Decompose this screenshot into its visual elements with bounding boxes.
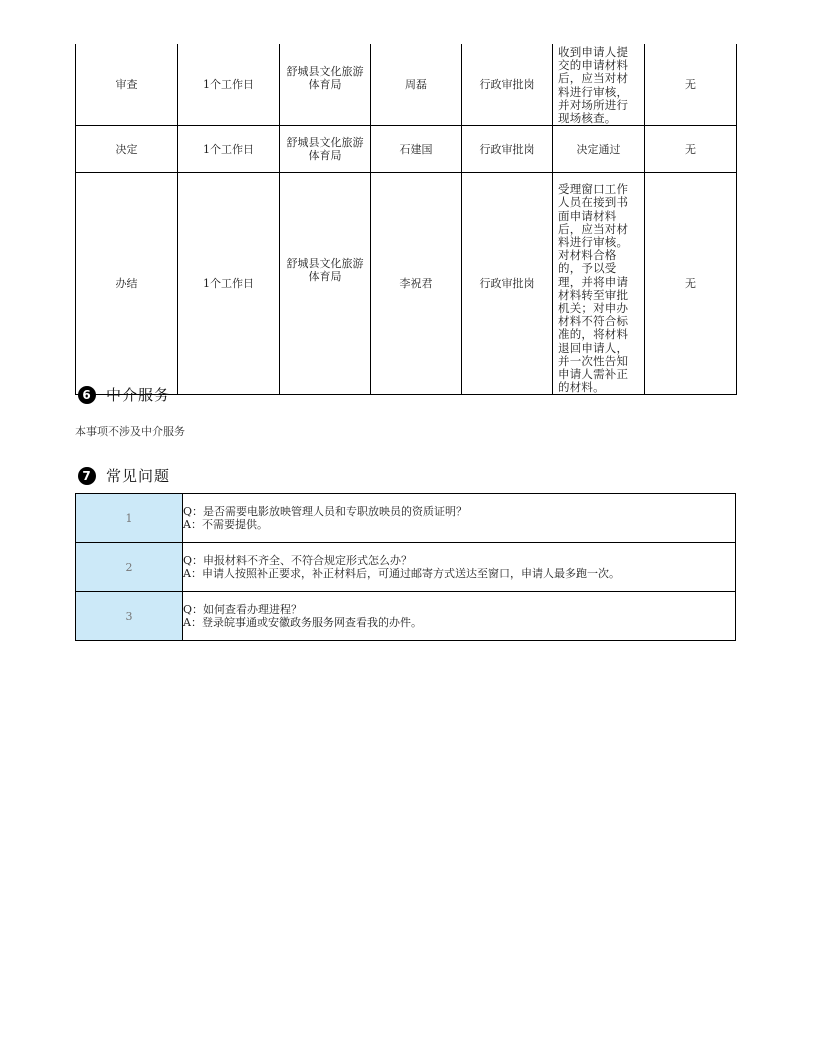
faq-index: 1 (76, 494, 183, 543)
faq-question: Q：申报材料不齐全、不符合规定形式怎么办？ (183, 554, 413, 567)
intermediary-note: 本事项不涉及中介服务 (75, 425, 185, 438)
step-cell: 审查 (76, 44, 178, 126)
desc-cell: 收到申请人提交的申请材料后，应当对材料进行审核，并对场所进行现场核查。 (553, 44, 645, 126)
dept-cell: 舒城县文化旅游体育局 (280, 126, 371, 173)
section-intermediary-title (78, 384, 170, 405)
person-cell: 李祝君 (371, 173, 462, 395)
dept-cell: 舒城县文化旅游体育局 (280, 44, 371, 126)
process-row (76, 126, 737, 173)
step-cell: 决定 (76, 126, 178, 173)
faq-table (75, 493, 736, 641)
fee-cell: 无 (645, 126, 737, 173)
desc-cell: 受理窗口工作人员在接到书面申请材料后，应当对材料进行审核。对材料合格的，予以受理，并将申请材料转至审批机关；对申办材料不符合标准的，将材料退回申请人，并一次性告知申请人需补正的材料。 (553, 173, 645, 395)
step-cell: 办结 (76, 173, 178, 395)
time-cell: 1个工作日 (178, 44, 280, 126)
post-cell: 行政审批岗 (462, 173, 553, 395)
faq-index: 3 (76, 592, 183, 641)
post-cell: 行政审批岗 (462, 126, 553, 173)
person-cell: 周磊 (371, 44, 462, 126)
person-cell: 石建国 (371, 126, 462, 173)
faq-content (183, 494, 736, 543)
section-number-badge: 6 (78, 386, 96, 404)
faq-question: Q：是否需要电影放映管理人员和专职放映员的资质证明？ (183, 505, 468, 518)
section-title-text: 常见问题 (106, 467, 171, 485)
process-row (76, 44, 737, 126)
post-cell: 行政审批岗 (462, 44, 553, 126)
faq-index: 2 (76, 543, 183, 592)
fee-cell: 无 (645, 44, 737, 126)
dept-cell: 舒城县文化旅游体育局 (280, 173, 371, 395)
section-title-text: 中介服务 (106, 386, 171, 404)
faq-answer: A：不需要提供。 (183, 518, 268, 531)
time-cell: 1个工作日 (178, 126, 280, 173)
fee-cell: 无 (645, 173, 737, 395)
faq-content (183, 543, 736, 592)
desc-cell: 决定通过 (553, 126, 645, 173)
section-number-badge: 7 (78, 467, 96, 485)
time-cell: 1个工作日 (178, 173, 280, 395)
process-row (76, 173, 737, 395)
faq-question: Q：如何查看办理进程？ (183, 603, 303, 616)
faq-content (183, 592, 736, 641)
faq-row (76, 543, 736, 592)
faq-answer: A：登录皖事通或安徽政务服务网查看我的办件。 (183, 616, 422, 629)
process-table (75, 44, 737, 395)
section-faq-title (78, 465, 170, 486)
faq-row (76, 592, 736, 641)
faq-answer: A：申请人按照补正要求，补正材料后，可通过邮寄方式送达至窗口，申请人最多跑一次。 (183, 567, 620, 580)
faq-row (76, 494, 736, 543)
